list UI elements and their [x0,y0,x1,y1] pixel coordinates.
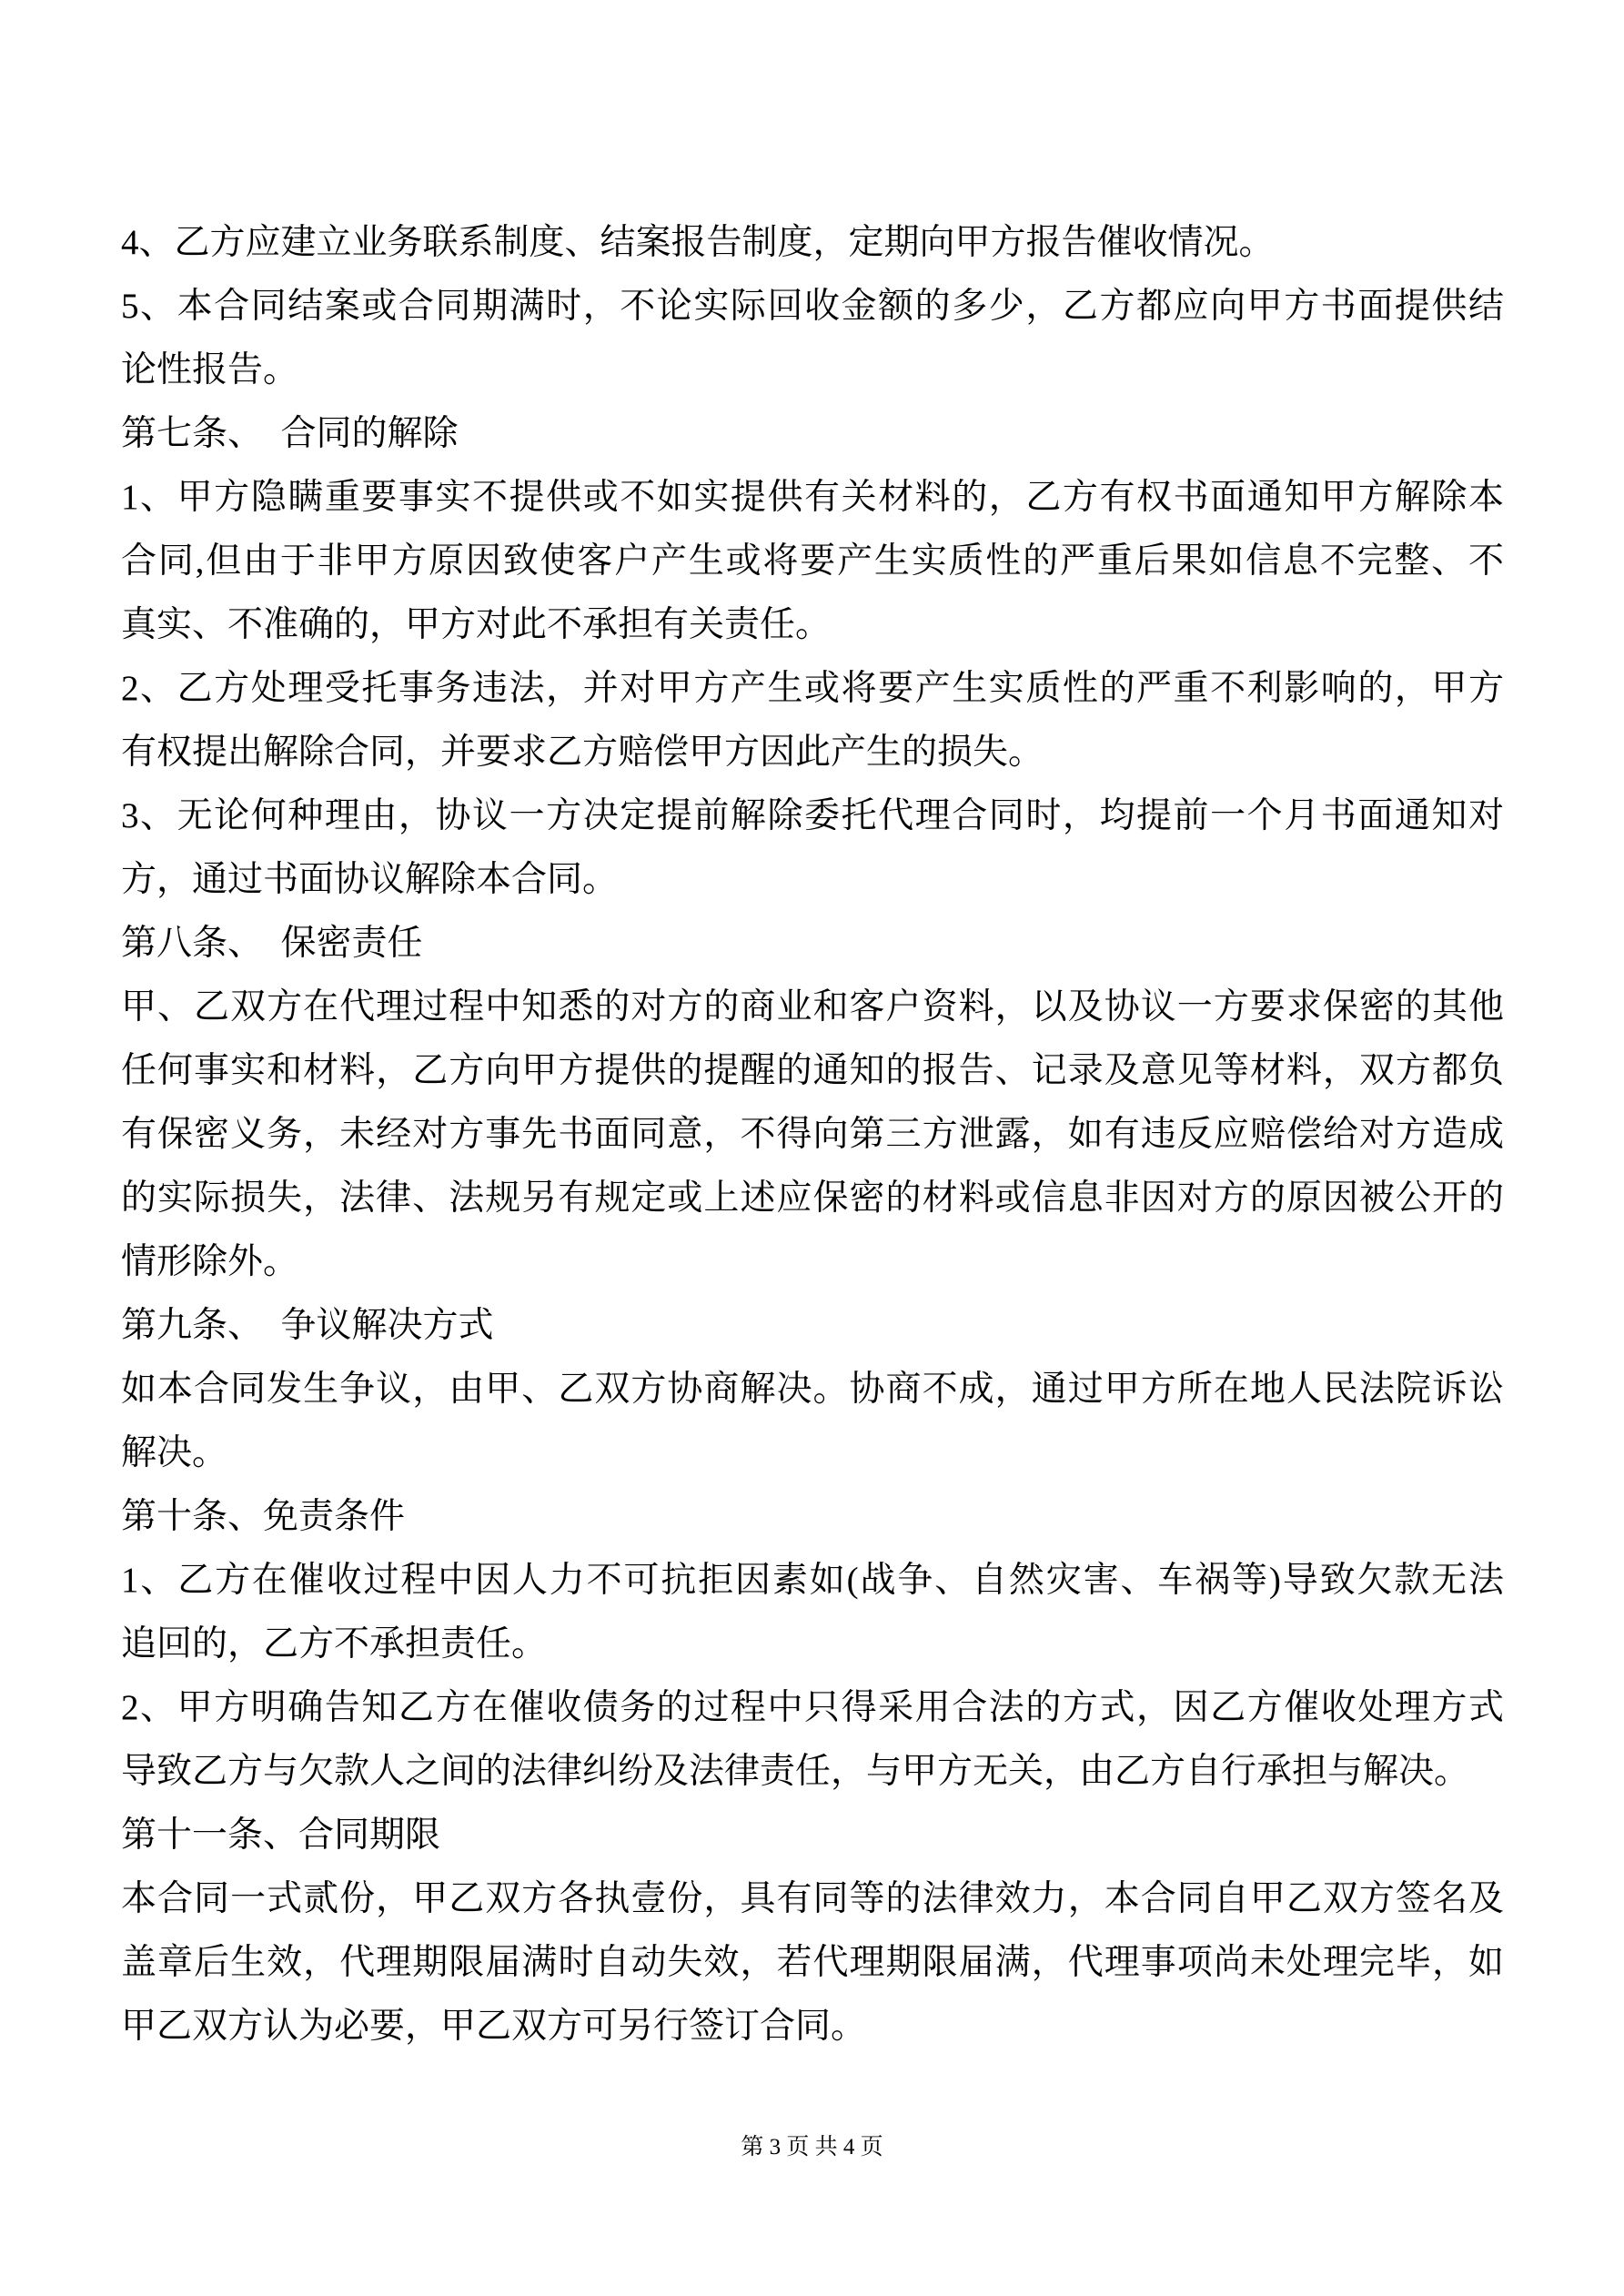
text-line: 任何事实和材料，乙方向甲方提供的提醒的通知的报告、记录及意见等材料，双方都负 [121,1051,1504,1090]
text-line: 情形除外。 [121,1242,299,1281]
text-line: 第十一条、合同期限 [121,1816,441,1855]
text-line: 有保密义务，未经对方事先书面同意，不得向第三方泄露，如有违反应赔偿给对方造成 [121,1115,1504,1154]
text-line: 论性报告。 [121,350,299,389]
text-line: 导致乙方与欠款人之间的法律纠纷及法律责任，与甲方无关，由乙方自行承担与解决。 [121,1752,1470,1791]
text-line: 第九条、 争议解决方式 [121,1306,494,1345]
text-line: 如本合同发生争议，由甲、乙双方协商解决。协商不成，通过甲方所在地人民法院诉讼 [121,1370,1504,1409]
text-line: 3、无论何种理由，协议一方决定提前解除委托代理合同时，均提前一个月书面通知对 [121,796,1504,835]
text-line: 第八条、 保密责任 [121,924,423,963]
text-line: 1、甲方隐瞒重要事实不提供或不如实提供有关材料的，乙方有权书面通知甲方解除本 [121,478,1504,517]
text-line: 解决。 [121,1433,228,1472]
text-line: 盖章后生效，代理期限届满时自动失效，若代理期限届满，代理事项尚未处理完毕，如 [121,1943,1504,1982]
text-line: 甲乙双方认为必要，甲乙双方可另行签订合同。 [121,2007,867,2046]
text-line: 2、乙方处理受托事务违法，并对甲方产生或将要产生实质性的严重不利影响的，甲方 [121,669,1504,708]
text-line: 方，通过书面协议解除本合同。 [121,860,619,899]
text-line: 合同,但由于非甲方原因致使客户产生或将要产生实质性的严重后果如信息不完整、不 [121,541,1504,581]
text-line: 甲、乙双方在代理过程中知悉的对方的商业和客户资料，以及协议一方要求保密的其他 [121,987,1504,1027]
text-line: 第七条、 合同的解除 [121,414,459,453]
text-line: 1、乙方在催收过程中因人力不可抗拒因素如(战争、自然灾害、车祸等)导致欠款无法 [121,1561,1504,1600]
text-line: 的实际损失，法律、法规另有规定或上述应保密的材料或信息非因对方的原因被公开的 [121,1178,1504,1218]
text-line: 2、甲方明确告知乙方在催收债务的过程中只得采用合法的方式，因乙方催收处理方式 [121,1688,1504,1727]
text-line: 追回的，乙方不承担责任。 [121,1624,548,1664]
document-lines [121,211,1504,2058]
page-number-footer: 第 3 页 共 4 页 [741,2135,883,2159]
text-line: 有权提出解除合同，并要求乙方赔偿甲方因此产生的损失。 [121,733,1044,772]
text-line: 真实、不准确的，甲方对此不承担有关责任。 [121,605,832,644]
text-line: 第十条、免责条件 [121,1497,406,1536]
text-line: 本合同一式贰份，甲乙双方各执壹份，具有同等的法律效力，本合同自甲乙双方签名及 [121,1879,1504,1918]
text-line: 5、本合同结案或合同期满时，不论实际回收金额的多少，乙方都应向甲方书面提供结 [121,287,1504,326]
text-line: 4、乙方应建立业务联系制度、结案报告制度，定期向甲方报告催收情况。 [121,223,1275,262]
